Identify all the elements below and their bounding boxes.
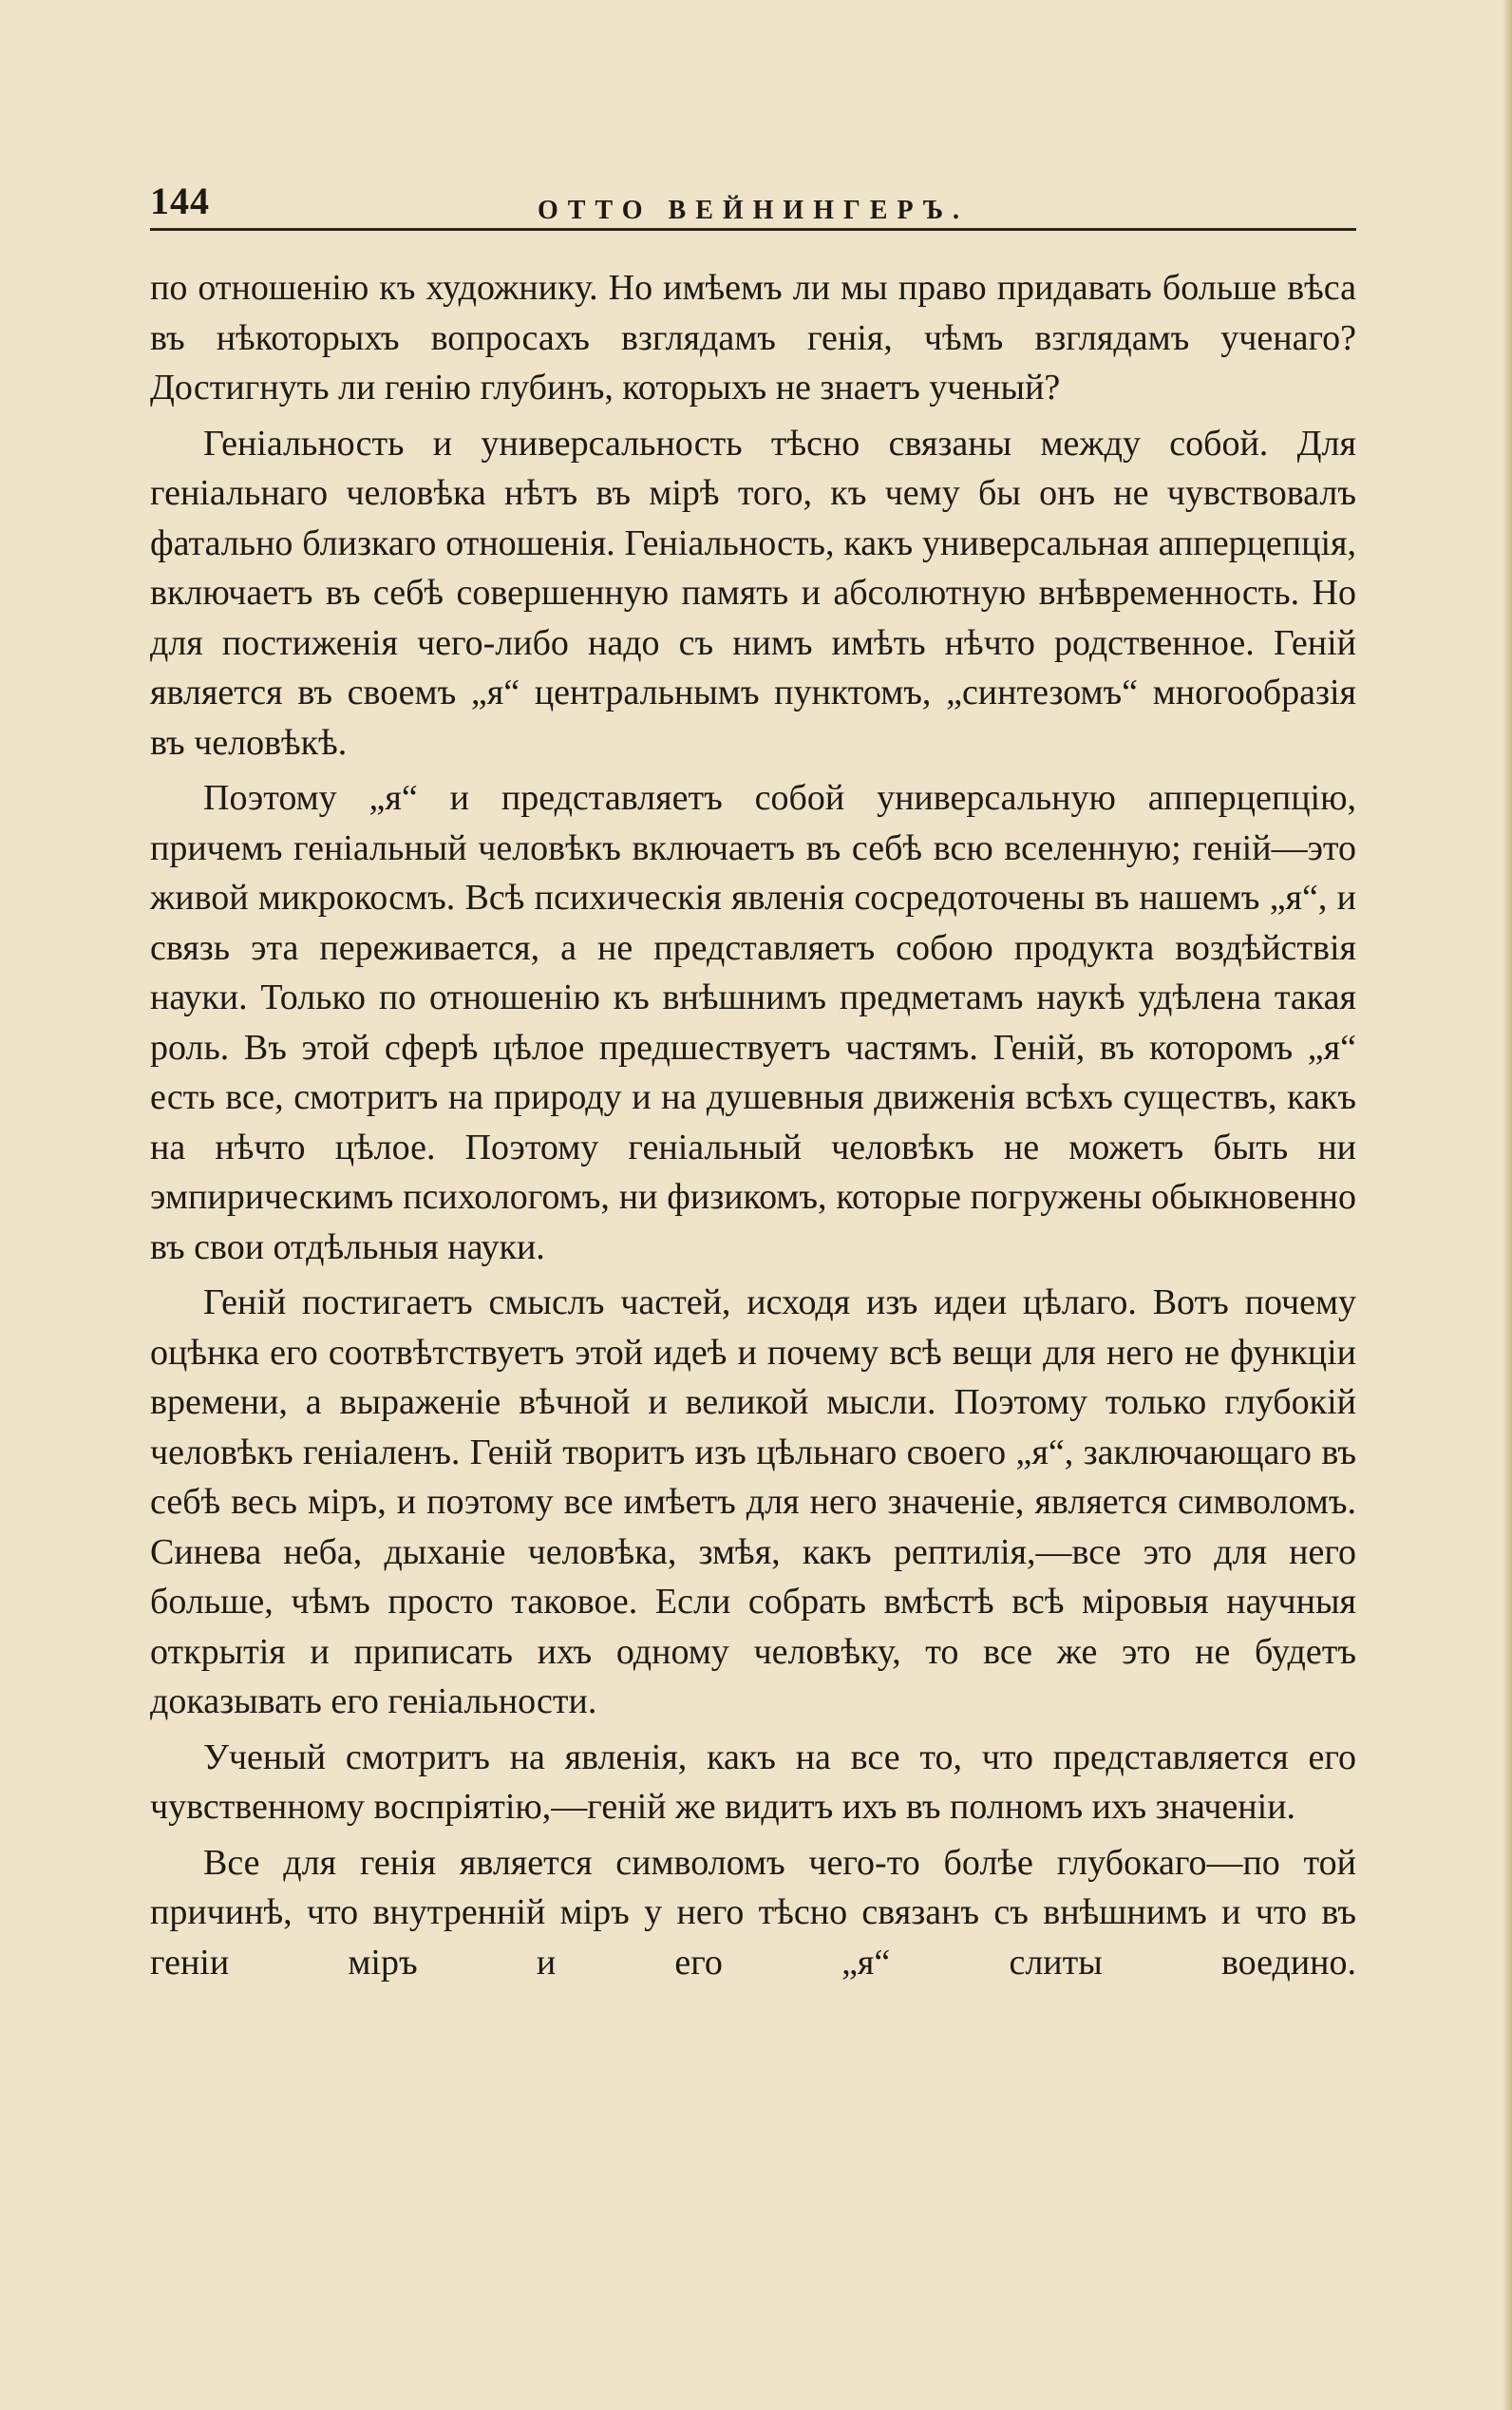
page-number: 144 — [150, 180, 210, 222]
page-edge-shadow — [1503, 0, 1512, 2410]
paragraph-5: Ученый смотритъ на явленія, какъ на все то, что представляется его чувственному воспріятію,—геній же видитъ ихъ въ полномъ ихъ значеніи. — [150, 1736, 1356, 1827]
body-text — [150, 263, 1356, 1987]
page-header — [150, 171, 1356, 231]
page-content — [150, 171, 1356, 1987]
paragraph-2: Геніальность и универсальность тѣсно связаны между собой. Для геніальнаго человѣка нѣтъ въ мірѣ того, къ чему бы онъ не чувствовалъ фатально близкаго отношенія. Геніальность, какъ универсальная апперцепція, включаетъ въ себѣ совершенную память и абсолютную внѣвременность. Но для постиженія чего-либо надо съ нимъ имѣть нѣчто родственное. Геній является въ своемъ „я“ центральнымъ пунктомъ, „синтезомъ“ многообразія въ человѣкѣ. — [150, 423, 1356, 763]
paragraph-1: по отношенію къ художнику. Но имѣемъ ли мы право придавать больше вѣса въ нѣкоторыхъ вопросахъ взглядамъ генія, чѣмъ взглядамъ ученаго? Достигнуть ли генію глубинъ, которыхъ не знаетъ ученый? — [150, 268, 1356, 408]
running-head: ОТТО ВЕЙНИНГЕРЪ. — [537, 196, 970, 225]
paragraph-4: Геній постигаетъ смыслъ частей, исходя изъ идеи цѣлаго. Вотъ почему оцѣнка его соотвѣтствуетъ этой идеѣ и почему всѣ вещи для него не функціи времени, а выраженіе вѣчной и великой мысли. Поэтому только глубокій человѣкъ геніаленъ. Геній творитъ изъ цѣльнаго своего „я“, заключающаго въ себѣ весь міръ, и поэтому все имѣетъ для него значеніе, является символомъ. Синева неба, дыханіе человѣка, змѣя, какъ рептилія,—все это для него больше, чѣмъ просто таковое. Если собрать вмѣстѣ всѣ міровыя научныя открытія и приписать ихъ одному человѣку, то все же это не будетъ доказывать его геніальности. — [150, 1282, 1356, 1721]
paragraph-3: Поэтому „я“ и представляетъ собой универсальную апперцепцію, причемъ геніальный человѣкъ включаетъ въ себѣ всю вселенную; геній—это живой микрокосмъ. Всѣ психическія явленія сосредоточены въ нашемъ „я“, и связь эта переживается, а не представляетъ собою продукта воздѣйствія науки. Только по отношенію къ внѣшнимъ предметамъ наукѣ удѣлена такая роль. Въ этой сферѣ цѣлое предшествуетъ частямъ. Геній, въ которомъ „я“ есть все, смотритъ на природу и на душевныя движенія всѣхъ существъ, какъ на нѣчто цѣлое. Поэтому геніальный человѣкъ не можетъ быть ни эмпирическимъ психологомъ, ни физикомъ, которые погружены обыкновенно въ свои отдѣльныя науки. — [150, 778, 1356, 1267]
paragraph-6: Все для генія является символомъ чего-то болѣе глубокаго—по той причинѣ, что внутренній міръ у него тѣсно связанъ съ внѣшнимъ и что въ геніи міръ и его „я“ слиты воедино. — [150, 1842, 1356, 1983]
